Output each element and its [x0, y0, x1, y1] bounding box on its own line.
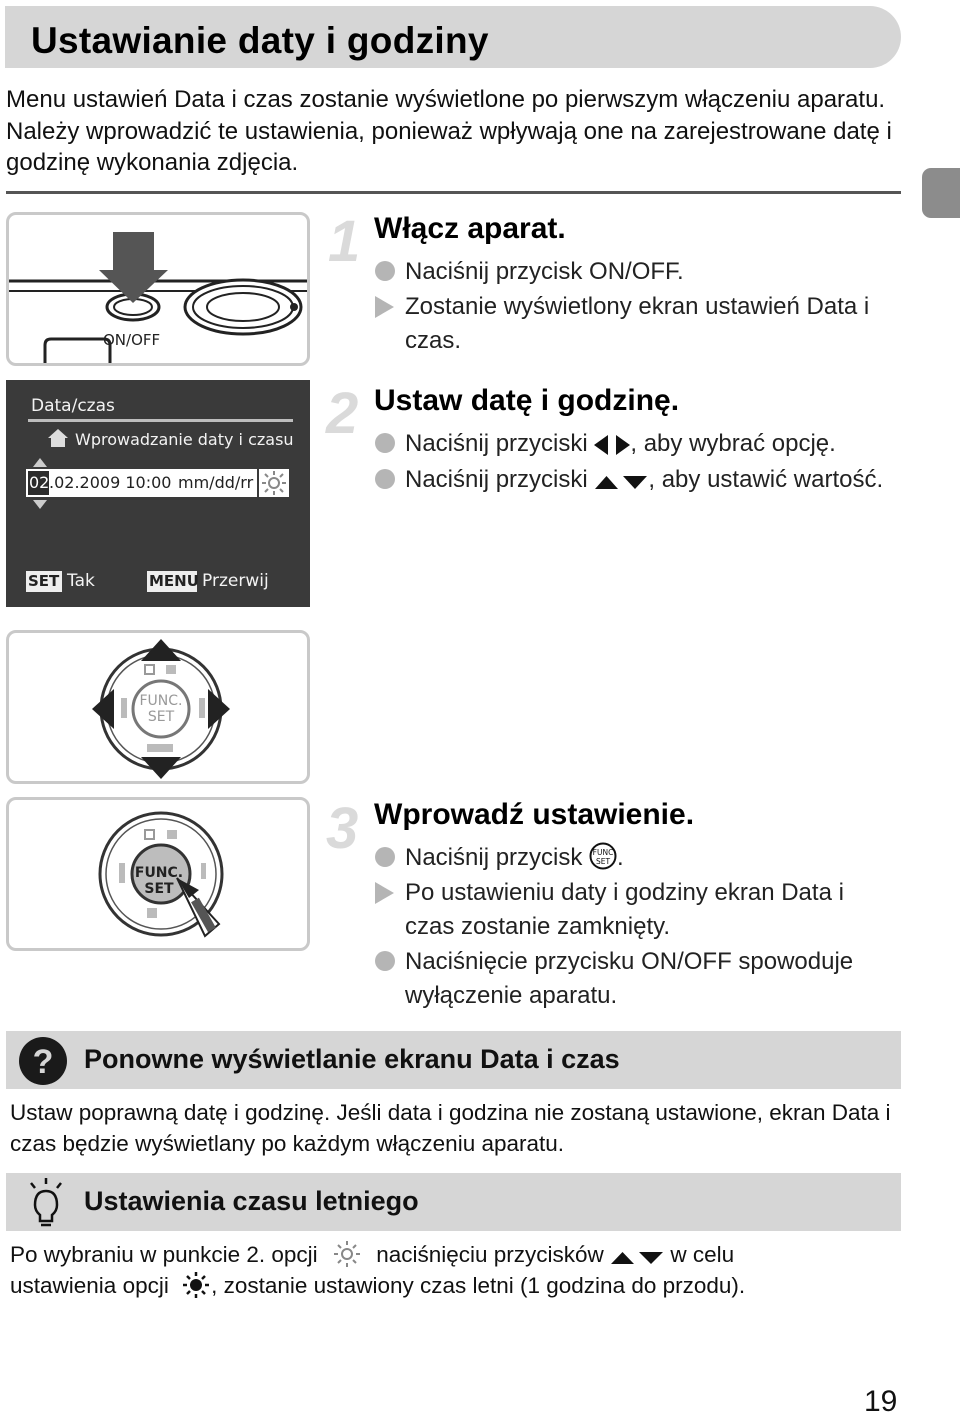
note-1-header	[6, 1031, 901, 1089]
step-3-title: Wprowadź ustawienie.	[374, 798, 695, 831]
on-off-label: ON/OFF	[103, 331, 161, 349]
note-2-body: Po wybraniu w punkcie 2. opcji naciśnięciu przycisków w celu ustawienia opcji , zostanie ustawiony czas letni (1 godzina do przodu).	[10, 1242, 746, 1298]
lcd-header-rule	[28, 419, 293, 422]
set-key-label: SET	[28, 572, 60, 590]
step-1-title: Włącz aparat.	[374, 212, 566, 245]
step-2-bullet-1: Naciśnij przyciski , aby wybrać opcję.	[375, 427, 915, 461]
page-title: Ustawianie daty i godziny	[31, 20, 489, 61]
bullet-dot-icon	[375, 433, 395, 453]
lcd-date-selected: 02	[29, 473, 50, 492]
side-tab-marker	[922, 168, 960, 218]
lcd-datetime-screen	[6, 380, 310, 607]
down-arrow-icon	[33, 500, 47, 509]
camera-top-figure	[6, 212, 310, 366]
step-1-bullet-1: Naciśnij przycisk ON/OFF.	[375, 255, 895, 289]
home-icon	[47, 428, 69, 448]
control-dial-illustration	[9, 633, 307, 781]
bullet-dot-icon	[375, 847, 395, 867]
step-2-number: 2	[326, 381, 359, 446]
intro-paragraph: Menu ustawień Data i czas zostanie wyświetlone po pierwszym włączeniu aparatu. Należy wprowadzić te ustawienia, ponieważ wpływają one na zarejestrowane datę i godzinę wykonania zdjęcia.	[6, 86, 892, 176]
svg-text:?: ?	[32, 1043, 54, 1081]
sun-filled-icon	[181, 1272, 211, 1298]
lcd-date-value: .02.2009 10:00	[49, 473, 172, 492]
svg-text:FUNC.: FUNC.	[134, 865, 184, 881]
lcd-date-format: mm/dd/rr	[178, 473, 254, 492]
question-icon	[18, 1036, 68, 1086]
menu-action-label: Przerwij	[202, 571, 269, 591]
step-3-bullet-3: Naciśnięcie przycisku ON/OFF spowoduje wyłączenie aparatu.	[375, 945, 905, 1013]
bullet-dot-icon	[375, 951, 395, 971]
func-set-button-icon	[589, 842, 617, 870]
lightbulb-icon	[26, 1177, 66, 1229]
svg-text:FUNC: FUNC	[592, 848, 614, 857]
lcd-header: Data/czas	[31, 396, 115, 416]
result-triangle-icon	[375, 296, 394, 318]
dial-set-text: SET	[147, 709, 175, 725]
bullet-dot-icon	[375, 261, 395, 281]
up-down-arrows-icon	[594, 472, 648, 492]
left-right-arrows-icon	[594, 434, 630, 456]
step-2-title: Ustaw datę i godzinę.	[374, 384, 680, 417]
step-1-number: 1	[328, 209, 361, 274]
set-action-label: Tak	[67, 571, 95, 591]
step-3-bullet-2: Po ustawieniu daty i godziny ekran Data i czas zostanie zamknięty.	[375, 876, 895, 944]
page-number: 19	[864, 1385, 898, 1418]
control-dial-figure	[6, 630, 310, 784]
svg-text:SET: SET	[596, 857, 611, 866]
note-1-title: Ponowne wyświetlanie ekranu Data i czas	[84, 1044, 620, 1074]
bullet-dot-icon	[375, 469, 395, 489]
step-3-number: 3	[326, 796, 359, 861]
func-set-press-figure	[6, 797, 310, 951]
note-1-body: Ustaw poprawną datę i godzinę. Jeśli data i godzina nie zostaną ustawione, ekran Data i czas będzie wyświetlany po każdym włączeniu aparatu.	[10, 1100, 891, 1156]
svg-text:SET: SET	[144, 881, 174, 897]
func-set-press-illustration	[9, 800, 307, 948]
sun-outline-icon	[332, 1241, 362, 1267]
up-down-arrows-icon	[610, 1249, 664, 1267]
result-triangle-icon	[375, 882, 394, 904]
dial-func-text: FUNC.	[139, 693, 183, 709]
divider	[6, 191, 901, 194]
step-2-bullet-2: Naciśnij przyciski , aby ustawić wartość.	[375, 463, 915, 497]
step-1-bullet-2: Zostanie wyświetlony ekran ustawień Data i czas.	[375, 290, 895, 358]
menu-key-label: MENU	[149, 572, 199, 590]
step-3-bullet-1: Naciśnij przycisk FUNC SET .	[375, 841, 895, 875]
note-2-title: Ustawienia czasu letniego	[84, 1186, 419, 1216]
note-2-header	[6, 1173, 901, 1231]
lcd-subtitle: Wprowadzanie daty i czasu	[75, 430, 294, 449]
sun-icon	[262, 471, 286, 495]
title-bar	[5, 6, 901, 68]
up-arrow-icon	[33, 458, 47, 467]
